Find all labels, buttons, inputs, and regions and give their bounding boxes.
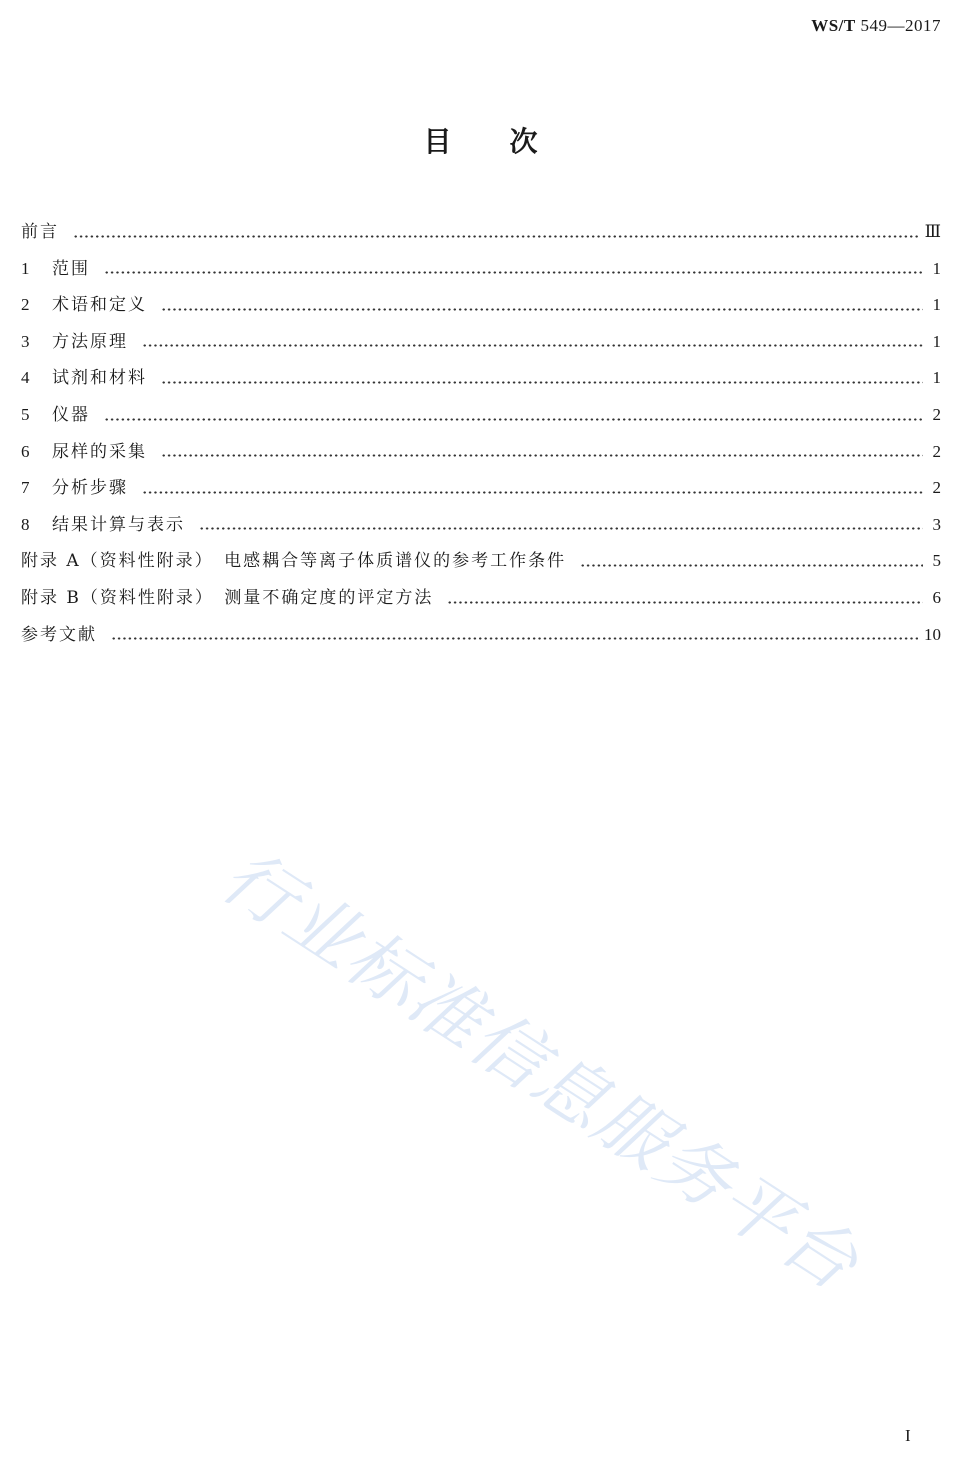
toc-entry-text: 参考文献 bbox=[21, 624, 97, 645]
toc-page-number: 10 bbox=[924, 624, 941, 644]
toc-entry-appendix-b[interactable] bbox=[21, 580, 941, 617]
table-of-contents bbox=[21, 214, 941, 653]
toc-page-number: 2 bbox=[932, 404, 941, 424]
page-title-char-1: 目 bbox=[423, 125, 452, 158]
toc-entry-principle[interactable] bbox=[21, 324, 941, 361]
toc-section-number: 3 bbox=[21, 331, 30, 351]
leader-dots bbox=[73, 235, 919, 238]
toc-entry-text: 尿样的采集 bbox=[52, 441, 147, 462]
toc-entry-instruments[interactable] bbox=[21, 397, 941, 434]
toc-entry-text: 范围 bbox=[52, 258, 90, 279]
toc-page-number: 6 bbox=[932, 587, 941, 607]
toc-entry-procedure[interactable] bbox=[21, 470, 941, 507]
toc-section-number: 8 bbox=[21, 514, 30, 534]
toc-entry-text: 试剂和材料 bbox=[52, 368, 147, 389]
leader-dots bbox=[580, 564, 923, 567]
toc-section-number: 6 bbox=[21, 441, 30, 461]
toc-entry-text: 附录 A（资料性附录） 电感耦合等离子体质谱仪的参考工作条件 bbox=[21, 551, 567, 572]
page-title bbox=[0, 120, 961, 160]
toc-entry-terms[interactable] bbox=[21, 287, 941, 324]
toc-page-number: 3 bbox=[932, 514, 941, 534]
toc-page-number: 2 bbox=[932, 478, 941, 498]
toc-page-number: 1 bbox=[932, 258, 941, 278]
toc-page-number: 1 bbox=[932, 295, 941, 315]
toc-entry-text: 前言 bbox=[21, 222, 59, 242]
leader-dots bbox=[111, 637, 918, 640]
standard-code bbox=[811, 16, 941, 36]
toc-entry-text: 分析步骤 bbox=[52, 478, 128, 499]
toc-entry-reagents[interactable] bbox=[21, 360, 941, 397]
toc-entry-foreword[interactable] bbox=[21, 214, 941, 251]
toc-section-number: 1 bbox=[21, 258, 30, 278]
toc-section-number: 4 bbox=[21, 368, 30, 388]
toc-entry-appendix-a[interactable] bbox=[21, 543, 941, 580]
leader-dots bbox=[447, 601, 923, 604]
standard-code-prefix: WS/T bbox=[811, 16, 856, 35]
page-title-char-2: 次 bbox=[509, 125, 538, 158]
leader-dots bbox=[104, 418, 923, 421]
toc-page-number: 1 bbox=[932, 368, 941, 388]
toc-entry-sampling[interactable] bbox=[21, 434, 941, 471]
footer-page-number: I bbox=[905, 1426, 911, 1445]
toc-entry-text: 仪器 bbox=[52, 404, 90, 425]
toc-entry-results[interactable] bbox=[21, 507, 941, 544]
leader-dots bbox=[104, 271, 923, 274]
leader-dots bbox=[142, 344, 923, 347]
leader-dots bbox=[199, 527, 923, 530]
toc-entry-scope[interactable] bbox=[21, 251, 941, 288]
leader-dots bbox=[142, 491, 923, 494]
toc-page-number: Ⅲ bbox=[924, 222, 941, 241]
leader-dots bbox=[161, 381, 923, 384]
toc-entry-text: 结果计算与表示 bbox=[52, 514, 185, 535]
leader-dots bbox=[161, 454, 923, 457]
standard-code-number: 549—2017 bbox=[860, 16, 941, 35]
leader-dots bbox=[161, 308, 923, 311]
toc-page-number: 2 bbox=[932, 441, 941, 461]
watermark: 行业标准信息服务平台 bbox=[207, 833, 874, 1307]
toc-section-number: 5 bbox=[21, 404, 30, 424]
toc-entry-text: 方法原理 bbox=[52, 331, 128, 352]
toc-section-number: 7 bbox=[21, 478, 30, 498]
toc-page-number: 5 bbox=[932, 551, 941, 571]
toc-page-number: 1 bbox=[932, 331, 941, 351]
toc-entry-text: 术语和定义 bbox=[52, 295, 147, 316]
toc-entry-text: 附录 B（资料性附录） 测量不确定度的评定方法 bbox=[21, 587, 434, 608]
toc-entry-references[interactable] bbox=[21, 617, 941, 654]
toc-section-number: 2 bbox=[21, 295, 30, 315]
